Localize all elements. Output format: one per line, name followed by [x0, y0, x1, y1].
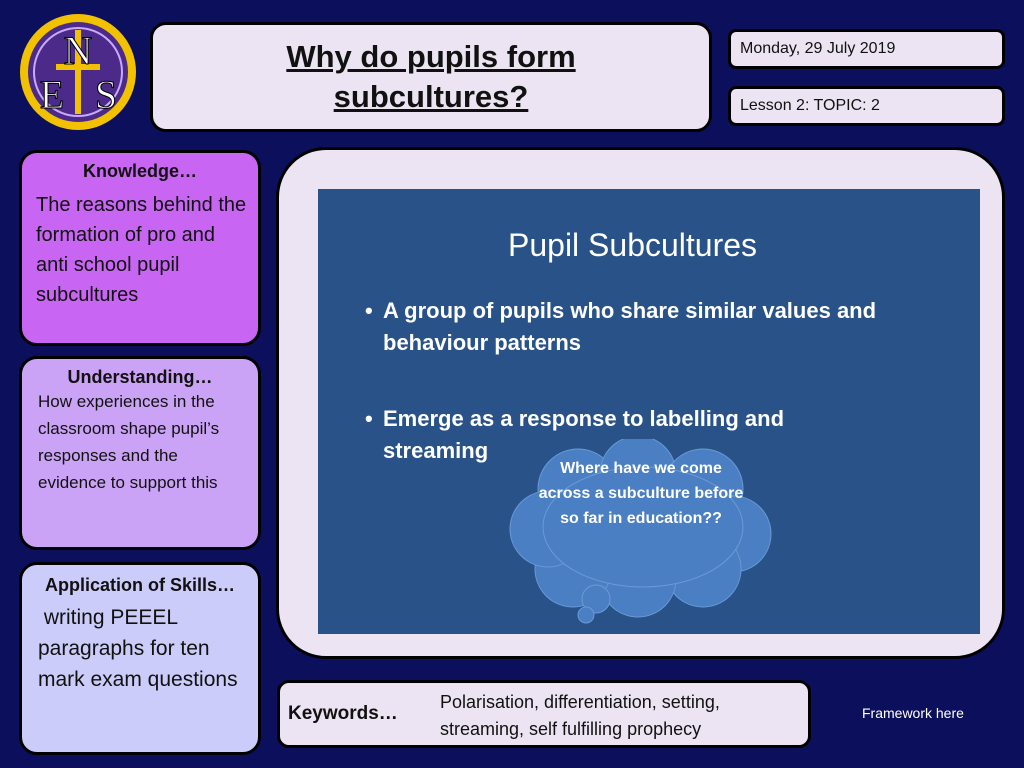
- page-title: Why do pupils form subcultures?: [286, 39, 576, 114]
- bullet-dot-icon: •: [365, 298, 373, 323]
- slide-bullet: [365, 295, 973, 359]
- skills-text: writing PEEEL paragraphs for ten mark exam questions: [38, 606, 238, 691]
- date-text: Monday, 29 July 2019: [740, 40, 896, 57]
- knowledge-panel: [19, 150, 261, 346]
- slide-title: Pupil Subcultures: [508, 227, 758, 263]
- logo-letter-s: S: [94, 72, 118, 117]
- keywords-text: Polarisation, differentiation, setting, streaming, self fulfilling prophecy: [440, 692, 720, 739]
- logo-letter-e: E: [39, 72, 65, 117]
- framework-link[interactable]: Framework here: [862, 705, 964, 721]
- knowledge-heading: Knowledge…: [82, 161, 197, 181]
- date-panel: [728, 29, 1005, 69]
- keywords-panel: [277, 680, 811, 748]
- logo-letter-n: N: [63, 28, 93, 73]
- slide-bullet-text: Emerge as a response to labelling and streaming: [383, 406, 785, 463]
- skills-heading: Application of Skills…: [44, 575, 236, 595]
- understanding-panel: [19, 356, 261, 550]
- title-panel: [150, 22, 712, 132]
- understanding-heading: Understanding…: [67, 367, 213, 387]
- keywords-label: Keywords…: [288, 703, 398, 724]
- knowledge-text: The reasons behind the formation of pro and anti school pupil subcultures: [36, 194, 247, 306]
- cloud-question: Where have we come across a subculture before so far in education??: [538, 460, 744, 527]
- understanding-text: How experiences in the classroom shape pupil’s responses and the evidence to support this: [38, 392, 220, 492]
- lesson-text: Lesson 2: TOPIC: 2: [740, 97, 880, 114]
- lesson-panel: [728, 86, 1005, 126]
- bullet-dot-icon: •: [365, 406, 373, 431]
- school-logo: [18, 12, 138, 132]
- skills-panel: [19, 562, 261, 755]
- slide-bullet-text: A group of pupils who share similar values and behaviour patterns: [383, 298, 877, 355]
